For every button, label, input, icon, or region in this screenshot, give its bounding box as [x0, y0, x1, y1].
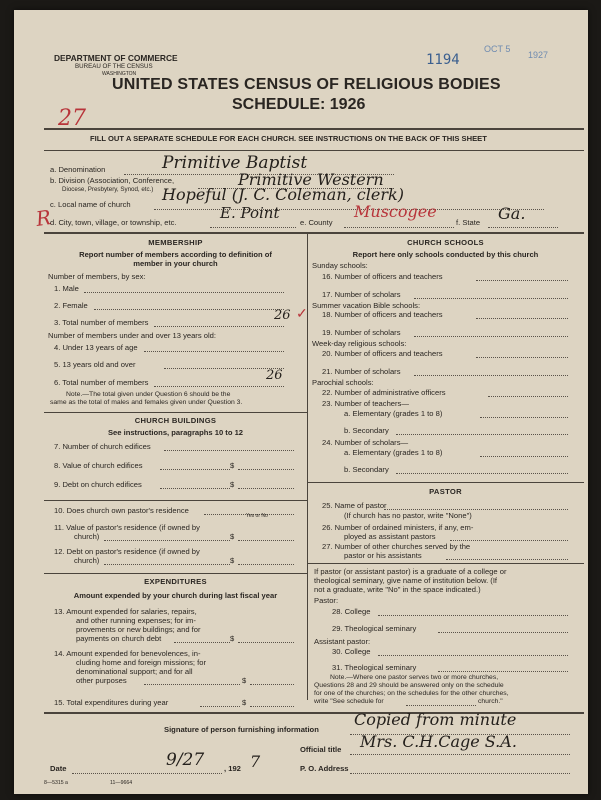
q13-line-3: provements or new buildings; and for: [76, 625, 201, 634]
weekday-schools-label: Week-day religious schools:: [312, 339, 407, 348]
expenditures-subheading: Amount expended by your church during last fiscal year: [73, 591, 278, 600]
q13-line-1: 13. Amount expended for salaries, repairs,: [54, 607, 197, 616]
q6-line: [154, 386, 284, 387]
q7-edifices: 7. Number of church edifices: [54, 442, 151, 451]
pastor-footnote-4b: church.": [478, 698, 503, 705]
q4-under-13: 4. Under 13 years of age: [54, 343, 138, 352]
summer-schools-label: Summer vacation Bible schools:: [312, 301, 421, 310]
q23a: a. Elementary (grades 1 to 8): [344, 409, 443, 418]
graduate-note-3: not a graduate, write "No" in the space indicated.): [314, 585, 481, 594]
q24a: a. Elementary (grades 1 to 8): [344, 448, 443, 457]
q17-line: [414, 298, 568, 299]
q19: 19. Number of scholars: [322, 328, 401, 337]
city-value: E. Point: [220, 204, 280, 222]
buildings-subheading: See instructions, paragraphs 10 to 12: [107, 428, 244, 437]
q22-line: [488, 396, 568, 397]
po-address-label: P. O. Address: [300, 764, 349, 773]
margin-mark: R: [34, 205, 53, 231]
q25-hint: (If church has no pastor, write "None"): [344, 511, 472, 520]
q1-male: 1. Male: [54, 284, 79, 293]
q16: 16. Number of officers and teachers: [322, 272, 443, 281]
q8-line: [160, 469, 230, 470]
pastor-footnote-4: write "See schedule for: [314, 698, 384, 705]
graduate-note-2: theological seminary, give name of institution below. (If: [314, 576, 498, 585]
q24b-line: [396, 473, 568, 474]
county-label: e. County: [300, 218, 333, 227]
membership-note-2: member in your church: [133, 259, 218, 268]
q30: 30. College: [332, 647, 371, 656]
census-schedule-page: [14, 10, 588, 794]
membership-note-1: Report number of members according to definition of: [79, 250, 272, 259]
q13-line-2: and other running expenses; for im-: [76, 616, 196, 625]
q6-total: 6. Total number of members: [54, 378, 149, 387]
members-age-label: Number of members under and over 13 years old:: [48, 331, 216, 340]
q21: 21. Number of scholars: [322, 367, 401, 376]
po-address-line: [350, 773, 570, 774]
q26-line: [450, 540, 568, 541]
division-value: Primitive Western: [238, 170, 384, 189]
q14-line-4: other purposes: [76, 676, 127, 685]
signature-label: Signature of person furnishing information: [164, 725, 319, 734]
q3-check-mark: ✓: [296, 307, 308, 322]
q20-line: [476, 357, 568, 358]
q4-line: [144, 351, 284, 352]
q26-line-1: 26. Number of ordained ministers, if any, em-: [322, 523, 474, 532]
q17: 17. Number of scholars: [322, 290, 401, 299]
stamp-number: 1194: [426, 52, 460, 68]
pastor-footnote-1: Note.—Where one pastor serves two or more churches,: [330, 674, 499, 681]
state-label: f. State: [456, 218, 481, 227]
stamp-date-year: 1927: [528, 50, 549, 60]
q29-line: [438, 632, 568, 633]
q24: 24. Number of scholars—: [322, 438, 409, 447]
local-name-value: Hopeful (J. C. Coleman, clerk): [162, 185, 404, 204]
q18: 18. Number of officers and teachers: [322, 310, 443, 319]
q9-dollar: $: [230, 480, 235, 489]
official-title-value: Mrs. C.H.Cage S.A.: [360, 732, 517, 751]
residence-rule: [44, 500, 307, 501]
q11-residence-value-2: church): [74, 532, 100, 541]
q12-amount-line: [238, 564, 294, 565]
q12-dollar: $: [230, 556, 235, 565]
denomination-label: a. Denomination: [50, 165, 106, 174]
q18-line: [476, 318, 568, 319]
state-value: Ga.: [498, 204, 526, 223]
q3-total: 3. Total number of members: [54, 318, 149, 327]
q15-amount-line: [250, 706, 294, 707]
q14-line: [144, 684, 240, 685]
q6-value: 26: [266, 368, 283, 383]
q15-total-expenditures: 15. Total expenditures during year: [54, 698, 169, 707]
q29: 29. Theological seminary: [332, 624, 417, 633]
q11-amount-line: [238, 540, 294, 541]
graduate-note-1: If pastor (or assistant pastor) is a graduate of a college or: [314, 567, 507, 576]
signature-value: Copied from minute: [354, 710, 517, 729]
parochial-schools-label: Parochial schools:: [312, 378, 374, 387]
form-number-2: 11—9664: [110, 780, 133, 786]
q15-dollar: $: [242, 698, 247, 707]
assistant-pastor-label: Assistant pastor:: [314, 637, 371, 646]
q14-line-3: denominational support; and for all: [76, 667, 193, 676]
city-line: [210, 227, 296, 228]
q28-line: [378, 615, 568, 616]
q27-line-1: 27. Number of other churches served by the: [322, 542, 471, 551]
section-rule: [44, 232, 584, 234]
q12-residence-debt-2: church): [74, 556, 100, 565]
q23a-line: [480, 417, 568, 418]
department-line2: BUREAU OF THE CENSUS: [75, 63, 153, 70]
date-line: [72, 773, 222, 774]
q23: 23. Number of teachers—: [322, 399, 409, 408]
q27-line-2: pastor or his assistants: [344, 551, 422, 560]
q15-line: [200, 706, 240, 707]
q8-value-edifices: 8. Value of church edifices: [54, 461, 143, 470]
pastor-footnote-2: Questions 28 and 29 should be answered only on the schedule: [314, 682, 504, 689]
q14-line-1: 14. Amount expended for benevolences, in-: [54, 649, 201, 658]
q28: 28. College: [332, 607, 371, 616]
instruction-line: FILL OUT A SEPARATE SCHEDULE FOR EACH CHURCH. SEE INSTRUCTIONS ON THE BACK OF THIS SHEET: [90, 134, 487, 143]
division-label: b. Division (Association, Conference,: [50, 176, 175, 185]
members-by-sex-label: Number of members, by sex:: [48, 272, 146, 281]
division-label-2: Diocese, Presbytery, Synod, etc.): [62, 186, 154, 193]
instruction-rule: [44, 150, 584, 151]
q30-line: [378, 655, 568, 656]
q20: 20. Number of officers and teachers: [322, 349, 443, 358]
q25-line: [384, 509, 568, 510]
q13-dollar: $: [230, 634, 235, 643]
local-name-line: [154, 209, 544, 210]
pastor-footnote-3: for one of the churches; on the schedules for the other churches,: [314, 690, 509, 697]
q9-amount-line: [238, 488, 294, 489]
city-label: d. City, town, village, or township, etc.: [50, 218, 177, 227]
sunday-schools-label: Sunday schools:: [312, 261, 368, 270]
q19-line: [414, 336, 568, 337]
q14-dollar: $: [242, 676, 247, 685]
top-rule: [44, 128, 584, 130]
q23b-line: [396, 434, 568, 435]
q16-line: [476, 280, 568, 281]
q10-yes-no-hint: Yes or No: [246, 513, 268, 519]
q31-line: [438, 671, 568, 672]
q3-line: [154, 326, 284, 327]
schools-heading: CHURCH SCHOOLS: [407, 238, 484, 247]
q25: 25. Name of pastor: [322, 501, 387, 510]
q14-amount-line: [250, 684, 294, 685]
q2-female: 2. Female: [54, 301, 88, 310]
q8-amount-line: [238, 469, 294, 470]
page-title: UNITED STATES CENSUS OF RELIGIOUS BODIES: [112, 76, 501, 93]
q1-line: [84, 292, 284, 293]
page-subtitle: SCHEDULE: 1926: [232, 96, 366, 113]
date-label: Date: [50, 764, 67, 773]
local-name-label: c. Local name of church: [50, 200, 131, 209]
pastor-rule: [307, 482, 584, 483]
date-year-digit: 7: [250, 752, 261, 771]
date-value: 9/27: [166, 750, 205, 770]
county-value: Muscogee: [354, 202, 437, 221]
q14-line-2: cluding home and foreign missions; for: [76, 658, 207, 667]
department-line3: WASHINGTON: [102, 71, 137, 77]
q24a-line: [480, 456, 568, 457]
q22: 22. Number of administrative officers: [322, 388, 446, 397]
official-title-line: [350, 754, 570, 755]
date-year-prefix: , 192: [224, 764, 241, 773]
official-title-label: Official title: [300, 745, 342, 754]
q12-residence-debt: 12. Debt on pastor's residence (if owned by: [54, 547, 200, 556]
q10-owns-residence: 10. Does church own pastor's residence: [54, 506, 189, 515]
pastor-footnote-blank: [406, 705, 476, 706]
state-line: [488, 227, 558, 228]
membership-footnote-1: Note.—The total given under Question 6 should be the: [66, 391, 231, 398]
q3-value: 26: [274, 308, 291, 323]
q11-dollar: $: [230, 532, 235, 541]
q21-line: [414, 375, 568, 376]
q13-line-4: payments on church debt: [76, 634, 162, 643]
department-line1: DEPARTMENT OF COMMERCE: [54, 53, 178, 63]
q31: 31. Theological seminary: [332, 663, 417, 672]
q11-line: [104, 540, 230, 541]
pastor-heading: PASTOR: [429, 487, 462, 496]
expenditures-rule: [44, 573, 307, 574]
membership-footnote-2: same as the total of males and females given under Question 3.: [50, 399, 243, 406]
q26-line-2: ployed as assistant pastors: [344, 532, 436, 541]
q2-line: [94, 309, 284, 310]
q24b: b. Secondary: [344, 465, 389, 474]
q13-line: [174, 642, 230, 643]
q9-line: [160, 488, 230, 489]
q8-dollar: $: [230, 461, 235, 470]
column-divider: [307, 232, 308, 700]
stamp-date-month-day: OCT 5: [484, 44, 511, 54]
handwritten-schedule-number: 27: [58, 106, 86, 131]
q12-line: [104, 564, 230, 565]
q23b: b. Secondary: [344, 426, 389, 435]
q9-debt-edifices: 9. Debt on church edifices: [54, 480, 142, 489]
q7-line: [164, 450, 294, 451]
form-number: 8—5315 a: [44, 780, 68, 786]
denomination-value: Primitive Baptist: [162, 153, 308, 173]
pastor-label: Pastor:: [314, 596, 339, 605]
schools-subheading: Report here only schools conducted by this church: [352, 250, 539, 259]
q27-line: [446, 559, 568, 560]
buildings-heading: CHURCH BUILDINGS: [134, 416, 217, 425]
buildings-rule: [44, 412, 307, 413]
expenditures-heading: EXPENDITURES: [144, 577, 207, 586]
q13-amount-line: [238, 642, 294, 643]
q11-residence-value: 11. Value of pastor's residence (if owned by: [54, 523, 200, 532]
county-line: [344, 227, 454, 228]
graduate-rule: [307, 563, 584, 564]
membership-heading: MEMBERSHIP: [148, 238, 203, 247]
q5-13-and-over: 5. 13 years old and over: [54, 360, 136, 369]
